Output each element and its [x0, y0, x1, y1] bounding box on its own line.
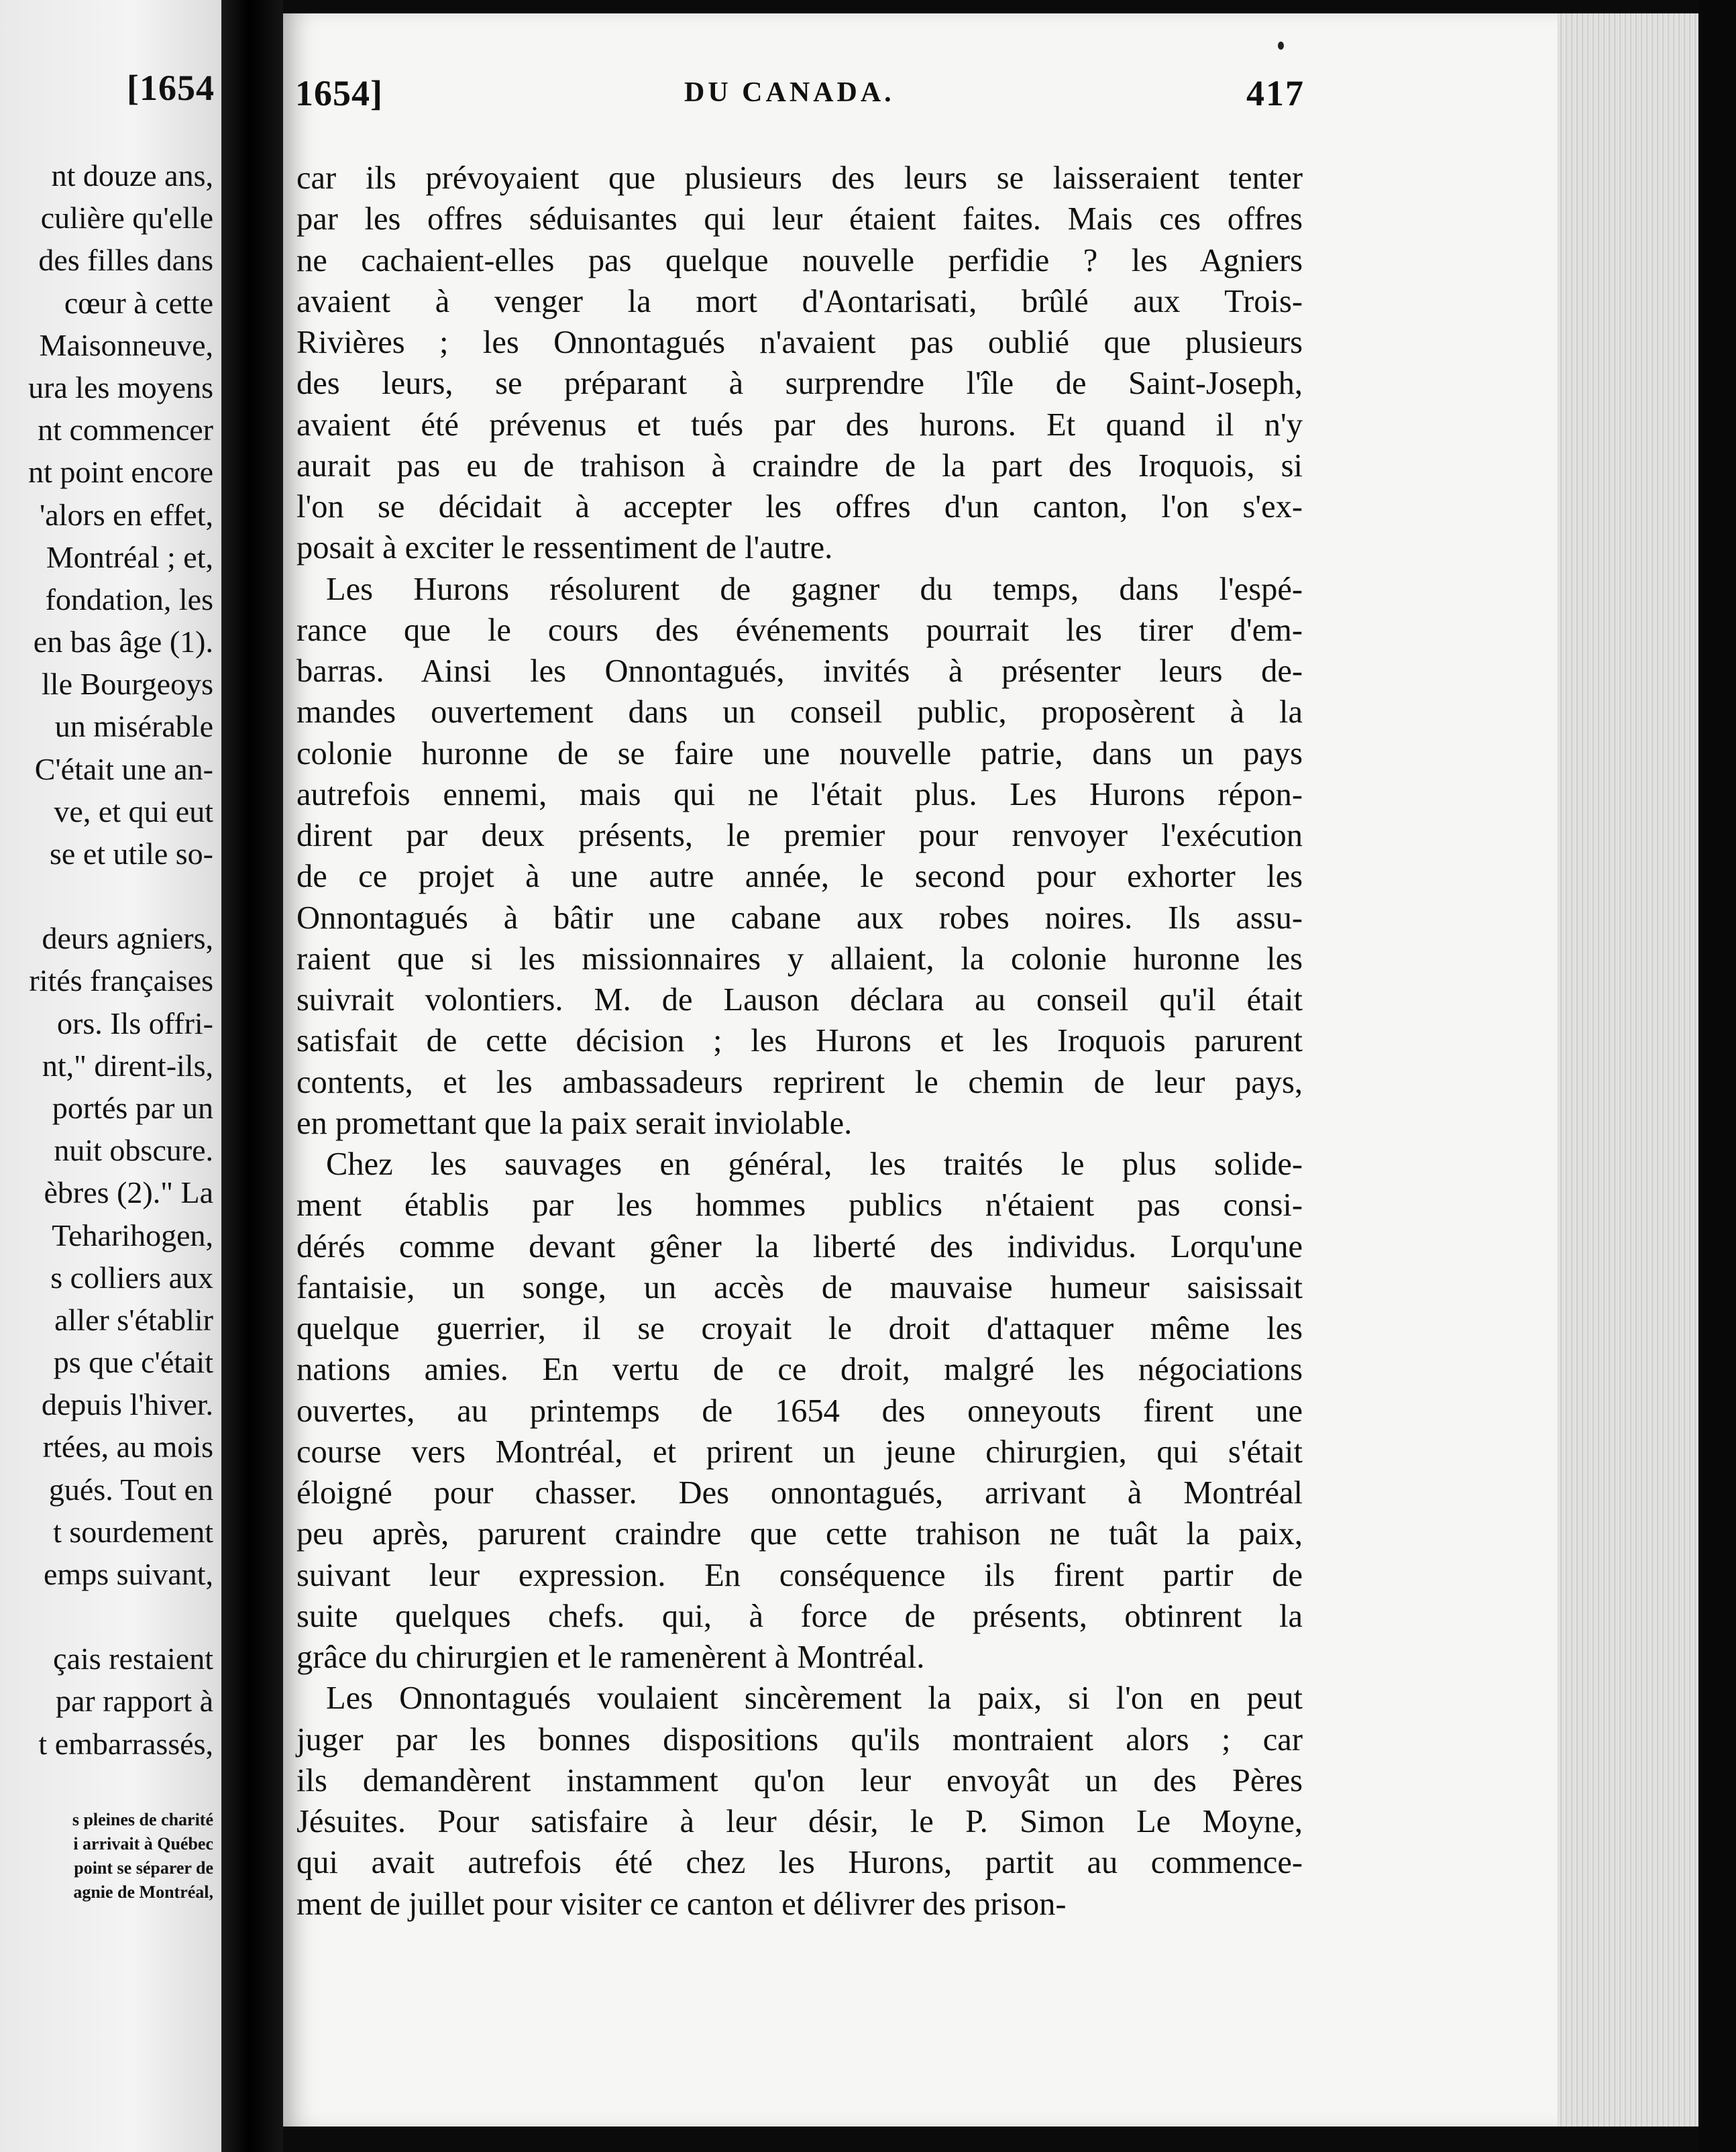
text-line: Les Onnontagués voulaient sincèrement la paix, si l'on en peut: [326, 1680, 1303, 1717]
facing-page-line: ura les moyens: [28, 370, 213, 405]
facing-page-line: lle Bourgeoys: [42, 667, 213, 702]
facing-page-line: [0, 1595, 213, 1637]
facing-page-line: çais restaient: [53, 1642, 213, 1676]
facing-page-line: emps suivant,: [44, 1557, 213, 1591]
facing-page-line: deurs agniers,: [42, 921, 213, 956]
facing-page-header: [1654: [127, 68, 215, 108]
facing-page-line: depuis l'hiver.: [41, 1387, 213, 1422]
facing-page-line: cœur à cette: [64, 285, 213, 320]
text-line: par les offres séduisantes qui leur étaient faites. Mais ces offres: [296, 201, 1303, 237]
running-head-title: DU CANADA.: [684, 77, 895, 108]
facing-page-footnote-line: i arrivait à Québec: [73, 1834, 213, 1853]
book-gutter: [221, 0, 283, 2152]
facing-page-footnote-line: s pleines de charité: [72, 1810, 213, 1829]
text-line: contents, et les ambassadeurs reprirent le chemin de leur pays,: [296, 1064, 1303, 1100]
text-line: de ce projet à une autre année, le second pour exhorter les: [296, 859, 1303, 895]
facing-page-line: par rapport à: [56, 1684, 213, 1719]
ink-speck: [1278, 42, 1284, 50]
text-line: quelque guerrier, il se croyait le droit d'attaquer même les: [296, 1311, 1303, 1346]
facing-page-line: rités françaises: [29, 963, 213, 998]
text-line: course vers Montréal, et prirent un jeune chirurgien, qui s'était: [296, 1434, 1303, 1470]
facing-page-line: nt point encore: [28, 455, 213, 490]
facing-page-line: nt," dirent-ils,: [42, 1048, 213, 1083]
facing-page-line: portés par un: [52, 1090, 213, 1125]
facing-page-line: s colliers aux: [50, 1260, 213, 1295]
text-line: dérés comme devant gêner la liberté des individus. Lorqu'une: [296, 1228, 1303, 1265]
text-line: mandes ouvertement dans un conseil public, proposèrent à la: [296, 694, 1303, 731]
text-line: ils demandèrent instamment qu'on leur envoyât un des Pères: [296, 1762, 1303, 1798]
text-line: car ils prévoyaient que plusieurs des leurs se laisseraient tenter: [296, 160, 1303, 196]
text-line: colonie huronne de se faire une nouvelle patrie, dans un pays: [296, 735, 1303, 771]
body-text: [296, 158, 1303, 1925]
text-line: barras. Ainsi les Onnontagués, invités à présenter leurs de-: [296, 653, 1303, 689]
facing-page-line: un misérable: [54, 709, 213, 744]
facing-page-line: nt douze ans,: [51, 158, 213, 193]
facing-page-line: ps que c'était: [53, 1345, 213, 1380]
facing-page-line: t sourdement: [53, 1514, 213, 1549]
text-line: en promettant que la paix serait inviolable.: [296, 1105, 853, 1141]
running-head-year: 1654]: [295, 73, 383, 113]
text-line: des leurs, se préparant à surprendre l'île de Saint-Joseph,: [296, 366, 1303, 402]
page-edges: [1558, 13, 1698, 2127]
running-head: [295, 72, 1305, 119]
facing-page-line: 'alors en effet,: [39, 497, 213, 532]
facing-page-line: nt commencer: [38, 413, 213, 447]
facing-page-line: t embarrassés,: [38, 1726, 213, 1761]
text-line: ment établis par les hommes publics n'étaient pas consi-: [296, 1187, 1303, 1224]
text-line: raient que si les missionnaires y allaient, la colonie huronne les: [296, 940, 1303, 977]
text-line: satisfait de cette décision ; les Hurons et les Iroquois parurent: [296, 1023, 1303, 1059]
text-line: Rivières ; les Onnontagués n'avaient pas oublié que plusieurs: [296, 325, 1303, 360]
text-line: ouvertes, au printemps de 1654 des onneyouts firent une: [296, 1393, 1303, 1429]
text-line: dirent par deux présents, le premier pour renvoyer l'exécution: [296, 818, 1303, 853]
paragraph: [296, 158, 1303, 569]
facing-page-text: [0, 154, 213, 1765]
facing-page-line: [0, 875, 213, 917]
text-line: suivrait volontiers. M. de Lauson déclara au conseil qu'il était: [296, 982, 1303, 1018]
facing-page-line: gués. Tout en: [48, 1472, 213, 1507]
facing-page-fragment: [0, 0, 221, 2152]
text-line: suite quelques chefs. qui, à force de présents, obtinrent la: [296, 1598, 1303, 1634]
text-line: avaient à venger la mort d'Aontarisati, brûlé aux Trois-: [296, 283, 1303, 319]
facing-page-line: rtées, au mois: [42, 1430, 213, 1464]
text-line: aurait pas eu de trahison à craindre de la part des Iroquois, si: [296, 447, 1303, 484]
paragraph: [296, 569, 1303, 1144]
text-line: Les Hurons résolurent de gagner du temps, dans l'espé-: [326, 571, 1303, 607]
facing-page-footnote-line: agnie de Montréal,: [73, 1882, 213, 1902]
paragraph: [296, 1144, 1303, 1678]
text-line: rance que le cours des événements pourrait les tirer d'em-: [296, 612, 1303, 648]
text-line: ment de juillet pour visiter ce canton et délivrer des prison-: [296, 1886, 1067, 1922]
text-line: l'on se décidait à accepter les offres d'un canton, l'on s'ex-: [296, 489, 1303, 525]
text-line: qui avait autrefois été chez les Hurons, partit au commence-: [296, 1845, 1303, 1881]
text-line: autrefois ennemi, mais qui ne l'était plus. Les Hurons répon-: [296, 776, 1303, 812]
facing-page-line: ors. Ils offri-: [57, 1006, 213, 1040]
text-line: Jésuites. Pour satisfaire à leur désir, le P. Simon Le Moyne,: [296, 1804, 1303, 1839]
text-line: Onnontagués à bâtir une cabane aux robes noires. Ils assu-: [296, 900, 1303, 936]
facing-page-line: nuit obscure.: [54, 1133, 213, 1168]
text-line: Chez les sauvages en général, les traités le plus solide-: [326, 1146, 1303, 1182]
facing-page-line: culière qu'elle: [40, 201, 213, 235]
text-line: nations amies. En vertu de ce droit, malgré les négociations: [296, 1352, 1303, 1388]
facing-page-line: Maisonneuve,: [39, 327, 213, 362]
facing-page-line: en bas âge (1).: [33, 625, 213, 659]
text-line: posait à exciter le ressentiment de l'autre.: [296, 530, 833, 566]
text-line: ne cachaient-elles pas quelque nouvelle perfidie ? les Agniers: [296, 242, 1303, 278]
facing-page-line: Montréal ; et,: [46, 539, 213, 574]
facing-page-line: fondation, les: [45, 582, 213, 616]
scan-border: [1698, 0, 1736, 2152]
facing-page-footnote-line: point se séparer de: [74, 1858, 213, 1878]
text-line: grâce du chirurgien et le ramenèrent à Montréal.: [296, 1639, 925, 1675]
page-number: 417: [1246, 73, 1305, 113]
facing-page-line: aller s'établir: [54, 1302, 213, 1337]
facing-page-line: des filles dans: [38, 243, 213, 278]
text-line: peu après, parurent craindre que cette trahison ne tuât la paix,: [296, 1516, 1303, 1552]
facing-page-line: Teharihogen,: [52, 1218, 213, 1252]
text-line: juger par les bonnes dispositions qu'ils montraient alors ; car: [296, 1721, 1303, 1758]
facing-page-line: C'était une an-: [34, 751, 213, 786]
facing-page-line: ve, et qui eut: [54, 794, 213, 828]
facing-page-line: se et utile so-: [50, 837, 213, 871]
paragraph: [296, 1678, 1303, 1925]
text-line: éloigné pour chasser. Des onnontagués, arrivant à Montréal: [296, 1475, 1303, 1511]
text-line: avaient été prévenus et tués par des hurons. Et quand il n'y: [296, 407, 1303, 443]
facing-page-line: èbres (2)." La: [44, 1175, 213, 1210]
facing-page-footnotes: [0, 1808, 213, 1904]
text-line: fantaisie, un songe, un accès de mauvaise humeur saisissait: [296, 1269, 1303, 1305]
text-line: suivant leur expression. En conséquence ils firent partir de: [296, 1557, 1303, 1593]
